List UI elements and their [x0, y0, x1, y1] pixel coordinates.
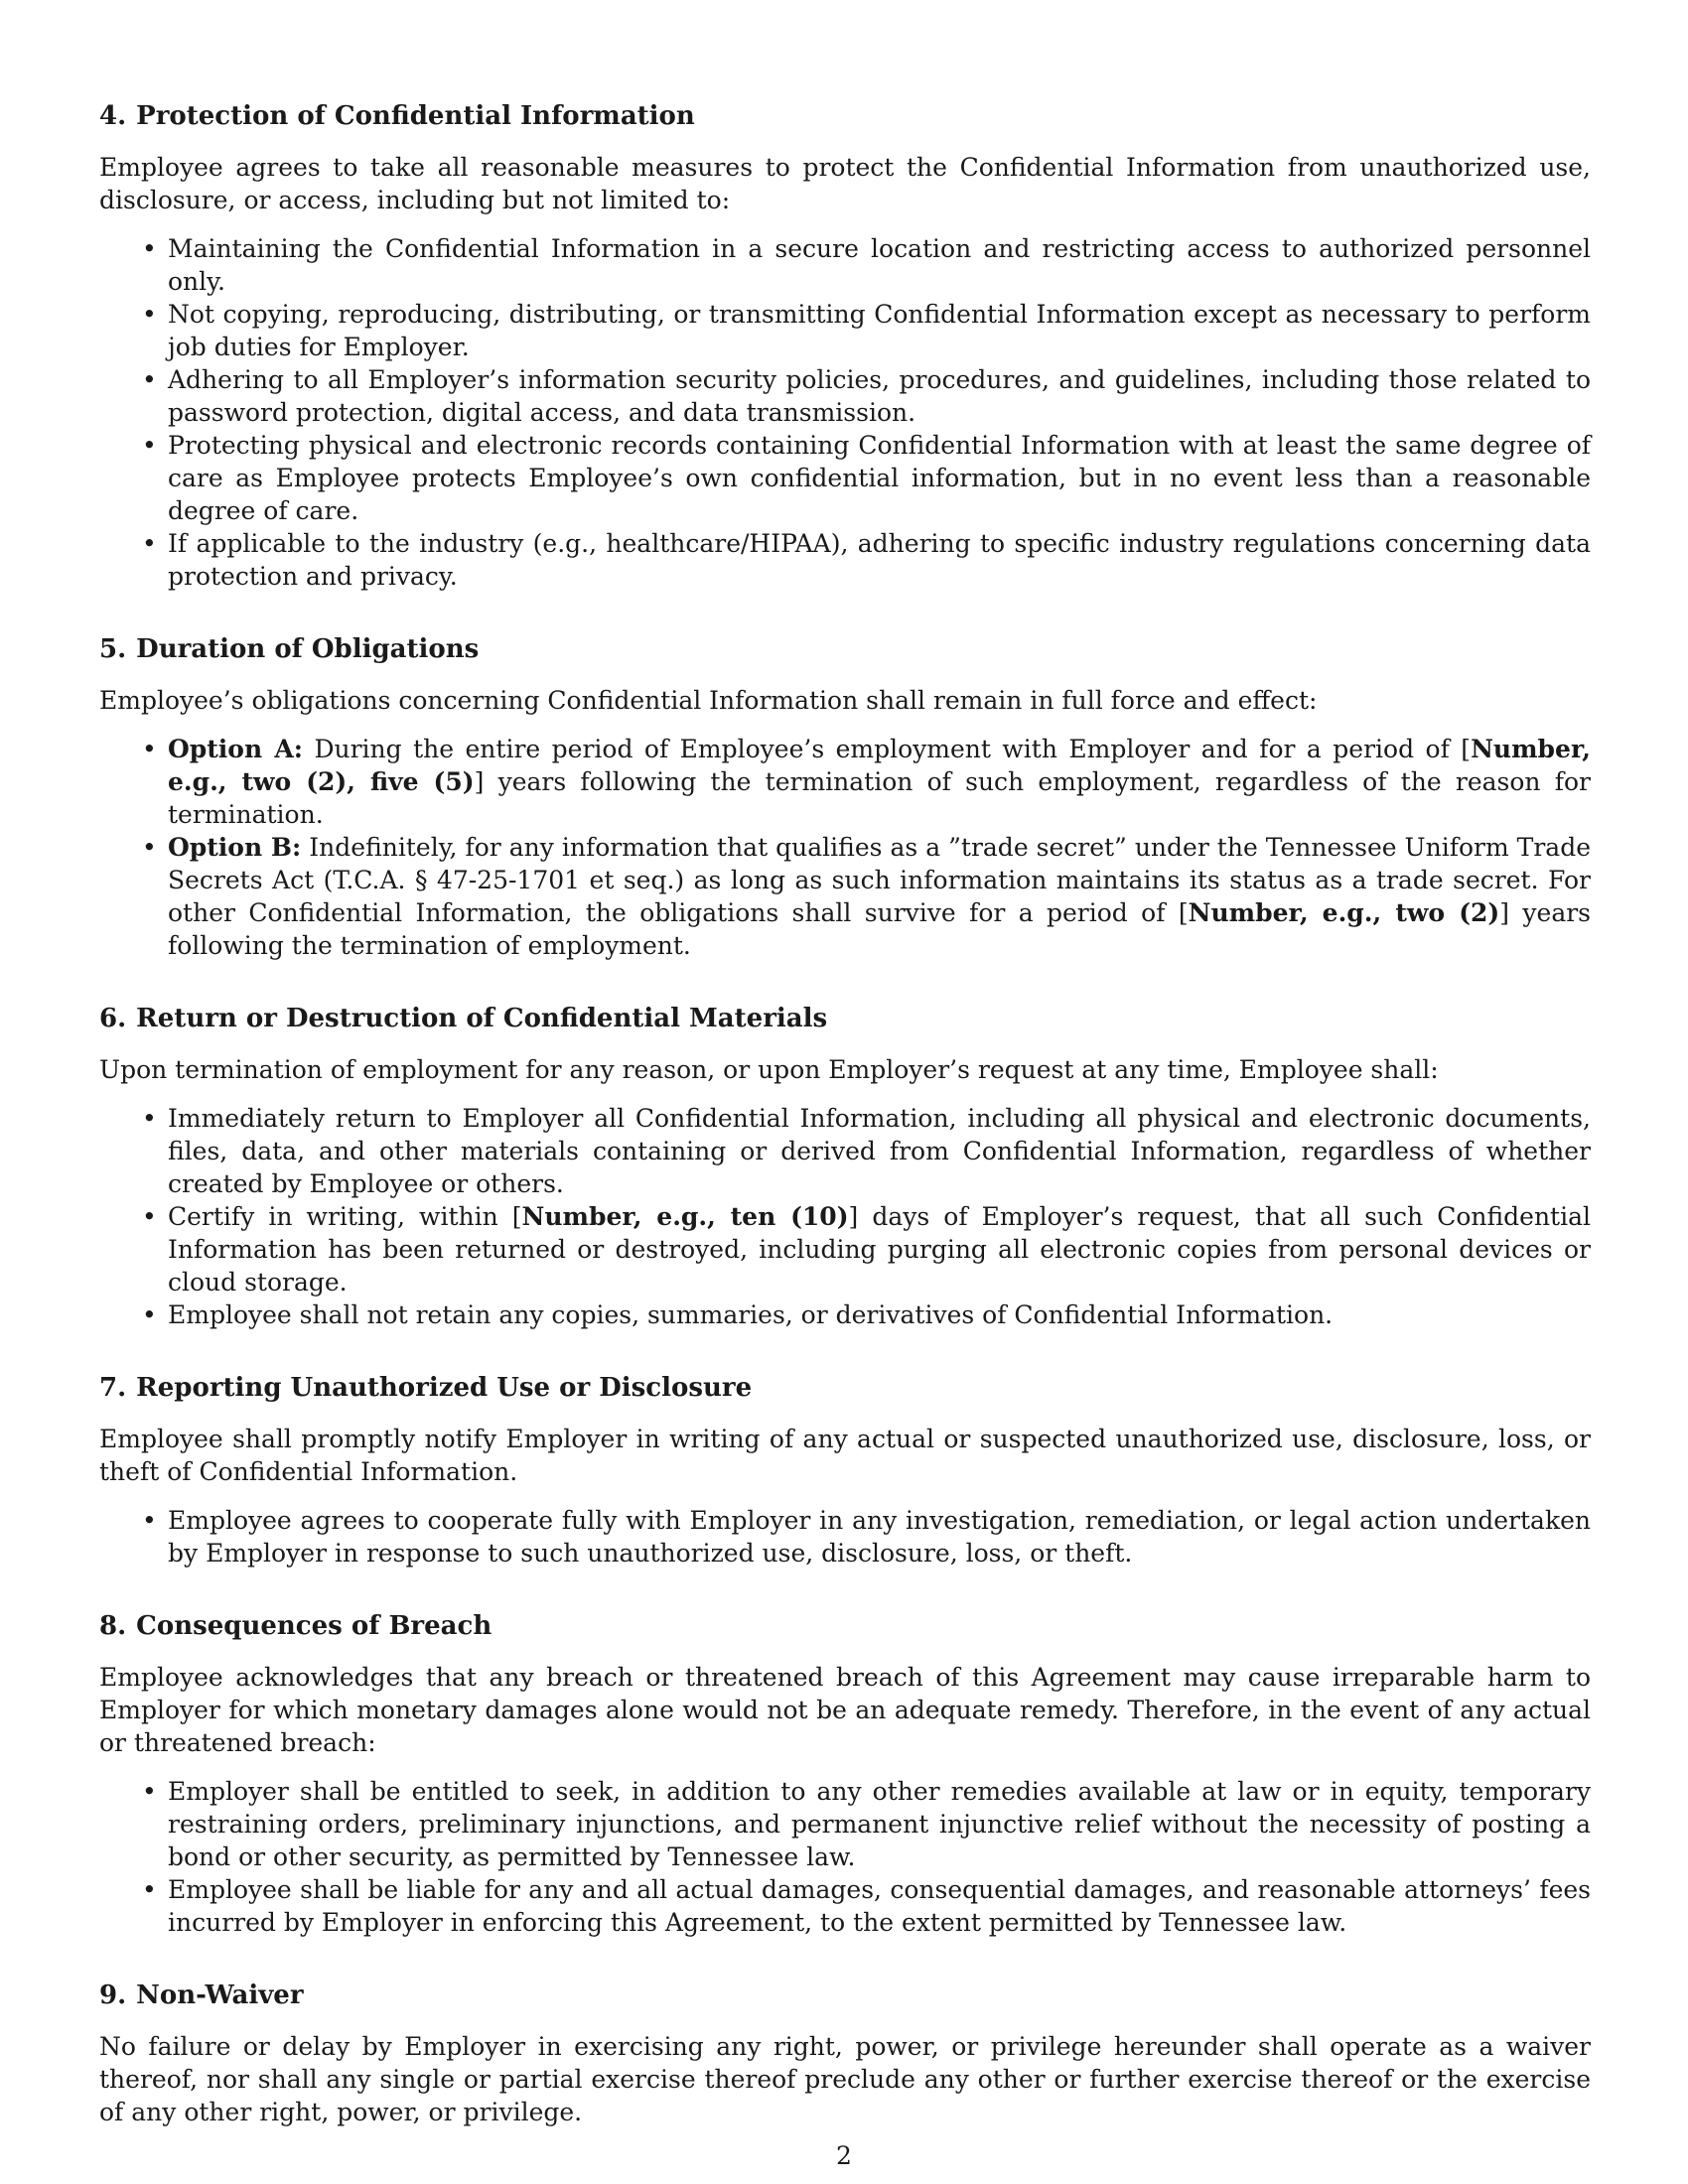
- bullet-list: [99, 232, 1591, 593]
- option-text: Indefinitely, for any information that qualifies as a ”trade secret” under the Tennessee Uniform Trade Secrets Act (T.C.A. § 47-25-1701 et seq.) as long as such information maintains its status as a trade secret. For other Confidential Information, the obligations shall survive for a period of [: [168, 833, 1592, 927]
- placeholder-field: Number, e.g., ten (10): [521, 1202, 849, 1231]
- section-intro: Employee acknowledges that any breach or threatened breach of this Agreement may cause irreparable harm to Employer for which monetary damages alone would not be an adequate remedy. Therefore, in the event of any actual or threatened breach:: [99, 1663, 1591, 1757]
- section-reporting: [99, 1371, 1591, 1570]
- list-item-text: Adhering to all Employer’s information security policies, procedures, and guidelines, including those related to password protection, digital access, and data transmission.: [168, 365, 1591, 427]
- bullet-icon: •: [142, 365, 157, 394]
- list-item: [99, 1102, 1591, 1200]
- section-number: 9.: [99, 1980, 127, 2010]
- list-item-text: Employee shall be liable for any and all actual damages, consequential damages, and reasonable attorneys’ fees incurred by Employer in enforcing this Agreement, to the extent permitted by Tennessee law.: [168, 1875, 1591, 1937]
- list-item: [99, 1200, 1591, 1298]
- section-title: Consequences of Breach: [136, 1611, 492, 1641]
- list-item: [99, 298, 1591, 363]
- list-item: [99, 1298, 1591, 1331]
- bullet-icon: •: [142, 1104, 157, 1133]
- section-non-waiver: [99, 1979, 1591, 2128]
- section-intro: Employee agrees to take all reasonable measures to protect the Confidential Information from unauthorized use, disclosure, or access, including but not limited to:: [99, 153, 1591, 214]
- section-number: 5.: [99, 634, 127, 664]
- section-intro: Employee’s obligations concerning Confidential Information shall remain in full force and effect:: [99, 686, 1318, 715]
- list-item-text: Protecting physical and electronic records containing Confidential Information with at least the same degree of care as Employee protects Employee’s own confidential information, but in no event less than a reasonable degree of care.: [168, 431, 1591, 525]
- list-item: [99, 1873, 1591, 1939]
- section-number: 4.: [99, 101, 127, 131]
- document-page: [99, 99, 1591, 2168]
- section-heading: [99, 99, 1591, 133]
- section-consequences: [99, 1609, 1591, 1939]
- section-heading: [99, 1979, 1591, 2012]
- list-item: [99, 429, 1591, 527]
- bullet-list: [99, 1504, 1591, 1570]
- section-intro: Employee shall promptly notify Employer in writing of any actual or suspected unauthorized use, disclosure, loss, or theft of Confidential Information.: [99, 1425, 1591, 1486]
- bullet-icon: •: [142, 300, 157, 329]
- section-heading: [99, 1609, 1591, 1643]
- section-duration: [99, 632, 1591, 962]
- section-title: Reporting Unauthorized Use or Disclosure: [136, 1373, 753, 1403]
- section-return-destruction: [99, 1002, 1591, 1331]
- placeholder-field: Number, e.g., two (2): [1188, 898, 1500, 927]
- section-heading: [99, 1371, 1591, 1405]
- section-title: Return or Destruction of Confidential Materials: [136, 1004, 828, 1033]
- option-label: Option A:: [168, 735, 303, 763]
- option-text: ] years following the termination of employment.: [168, 898, 1592, 960]
- list-item-text: Maintaining the Confidential Information in a secure location and restricting access to authorized personnel only.: [168, 234, 1591, 296]
- list-item: [99, 1775, 1591, 1873]
- section-number: 8.: [99, 1611, 127, 1641]
- list-item-text: Employee agrees to cooperate fully with Employer in any investigation, remediation, or legal action undertaken by Employer in response to such unauthorized use, disclosure, loss, or theft.: [168, 1506, 1591, 1568]
- list-item-text: Not copying, reproducing, distributing, or transmitting Confidential Information except as necessary to perform job duties for Employer.: [168, 300, 1591, 361]
- section-heading: [99, 632, 1591, 666]
- list-item-text: Certify in writing, within [: [168, 1202, 522, 1231]
- bullet-icon: •: [142, 1875, 157, 1904]
- option-a-item: [99, 733, 1591, 831]
- bullet-icon: •: [142, 1777, 157, 1806]
- bullet-icon: •: [142, 1300, 157, 1329]
- bullet-list: [99, 1102, 1591, 1331]
- option-label: Option B:: [168, 833, 302, 862]
- list-item: [99, 363, 1591, 429]
- bullet-icon: •: [142, 431, 157, 460]
- list-item: [99, 232, 1591, 298]
- section-intro: No failure or delay by Employer in exercising any right, power, or privilege hereunder shall operate as a waiver thereof, nor shall any single or partial exercise thereof preclude any other or further exercise thereof or the exercise of any other right, power, or privilege.: [99, 2032, 1591, 2126]
- page-number: 2: [836, 2141, 852, 2170]
- list-item: [99, 1504, 1591, 1570]
- section-number: 6.: [99, 1004, 127, 1033]
- list-item-text: ] days of Employer’s request, that all such Confidential Information has been returned or destroyed, including purging all electronic copies from personal devices or cloud storage.: [168, 1202, 1592, 1297]
- option-b-item: [99, 831, 1591, 962]
- list-item-text: If applicable to the industry (e.g., healthcare/HIPAA), adhering to specific industry regulations concerning data protection and privacy.: [168, 529, 1591, 591]
- bullet-icon: •: [142, 234, 157, 263]
- section-heading: [99, 1002, 1591, 1035]
- bullet-icon: •: [142, 735, 157, 763]
- list-item-text: Employee shall not retain any copies, summaries, or derivatives of Confidential Information.: [168, 1300, 1334, 1329]
- section-intro: Upon termination of employment for any reason, or upon Employer’s request at any time, Employee shall:: [99, 1055, 1439, 1084]
- bullet-icon: •: [142, 1202, 157, 1231]
- list-item-text: Immediately return to Employer all Confidential Information, including all physical and electronic documents, files, data, and other materials containing or derived from Confidential Information, regardless of whether created by Employee or others.: [168, 1104, 1591, 1198]
- section-protection: [99, 99, 1591, 593]
- section-title: Duration of Obligations: [136, 634, 480, 664]
- list-item: [99, 527, 1591, 593]
- bullet-icon: •: [142, 529, 157, 558]
- bullet-icon: •: [142, 1506, 157, 1535]
- section-title: Non-Waiver: [136, 1980, 304, 2010]
- section-title: Protection of Confidential Information: [136, 101, 695, 131]
- bullet-list: [99, 1775, 1591, 1939]
- option-text: ] years following the termination of such employment, regardless of the reason for termination.: [168, 767, 1591, 829]
- bullet-icon: •: [142, 833, 157, 862]
- option-text: During the entire period of Employee’s employment with Employer and for a period of [: [303, 735, 1472, 763]
- section-number: 7.: [99, 1373, 127, 1403]
- bullet-list: [99, 733, 1591, 962]
- placeholder-field: Number, e.g., two (2), five (5): [168, 735, 1592, 796]
- list-item-text: Employer shall be entitled to seek, in addition to any other remedies available at law or in equity, temporary restraining orders, preliminary injunctions, and permanent injunctive relief without the necessity of posting a bond or other security, as permitted by Tennessee law.: [168, 1777, 1591, 1871]
